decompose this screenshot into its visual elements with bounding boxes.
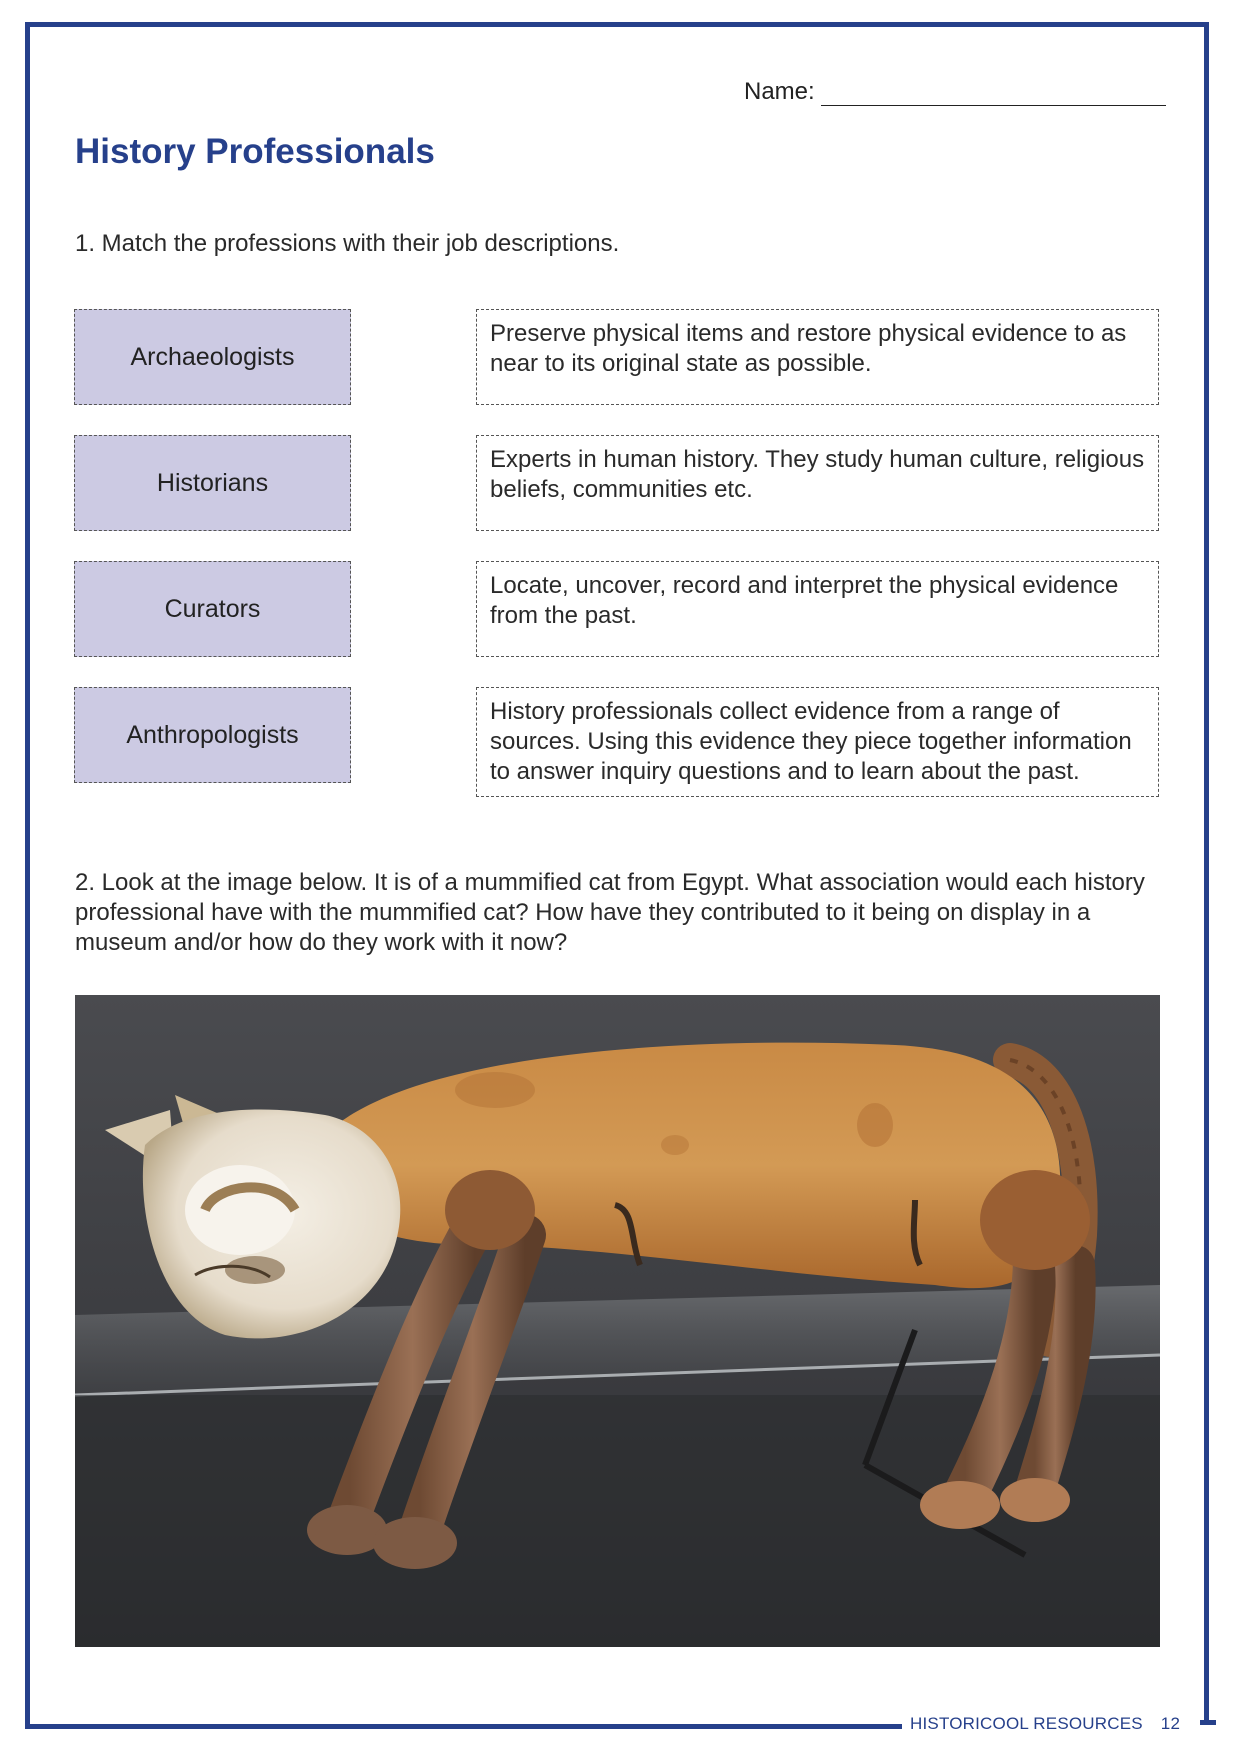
footer-brand: HISTORICOOL RESOURCES <box>910 1714 1143 1733</box>
name-blank-line[interactable] <box>821 79 1166 106</box>
mummified-cat-illustration <box>75 995 1160 1647</box>
profession-box-anthropologists[interactable]: Anthropologists <box>74 687 351 783</box>
description-box-1[interactable]: Preserve physical items and restore physical evidence to as near to its original state as possible. <box>476 309 1159 405</box>
profession-box-archaeologists[interactable]: Archaeologists <box>74 309 351 405</box>
page-title: History Professionals <box>75 132 435 171</box>
name-row <box>744 78 1166 106</box>
description-box-4[interactable]: History professionals collect evidence from a range of sources. Using this evidence they piece together information to answer inquiry questions and to learn about the past. <box>476 687 1159 797</box>
name-label: Name: <box>744 78 815 105</box>
page-number: 12 <box>1160 1714 1181 1733</box>
profession-box-historians[interactable]: Historians <box>74 435 351 531</box>
mummified-cat-photo <box>75 995 1160 1647</box>
border-corner-tick <box>1200 1720 1216 1725</box>
page-footer <box>910 1709 1180 1739</box>
question-1-prompt: 1. Match the professions with their job descriptions. <box>75 230 620 257</box>
question-2-prompt: 2. Look at the image below. It is of a mummified cat from Egypt. What association would each history professional have with the mummified cat? How have they contributed to it being on display in a museum and/or how do they work with it now? <box>75 869 1145 956</box>
description-box-3[interactable]: Locate, uncover, record and interpret the physical evidence from the past. <box>476 561 1159 657</box>
profession-box-curators[interactable]: Curators <box>74 561 351 657</box>
description-box-2[interactable]: Experts in human history. They study human culture, religious beliefs, communities etc. <box>476 435 1159 531</box>
